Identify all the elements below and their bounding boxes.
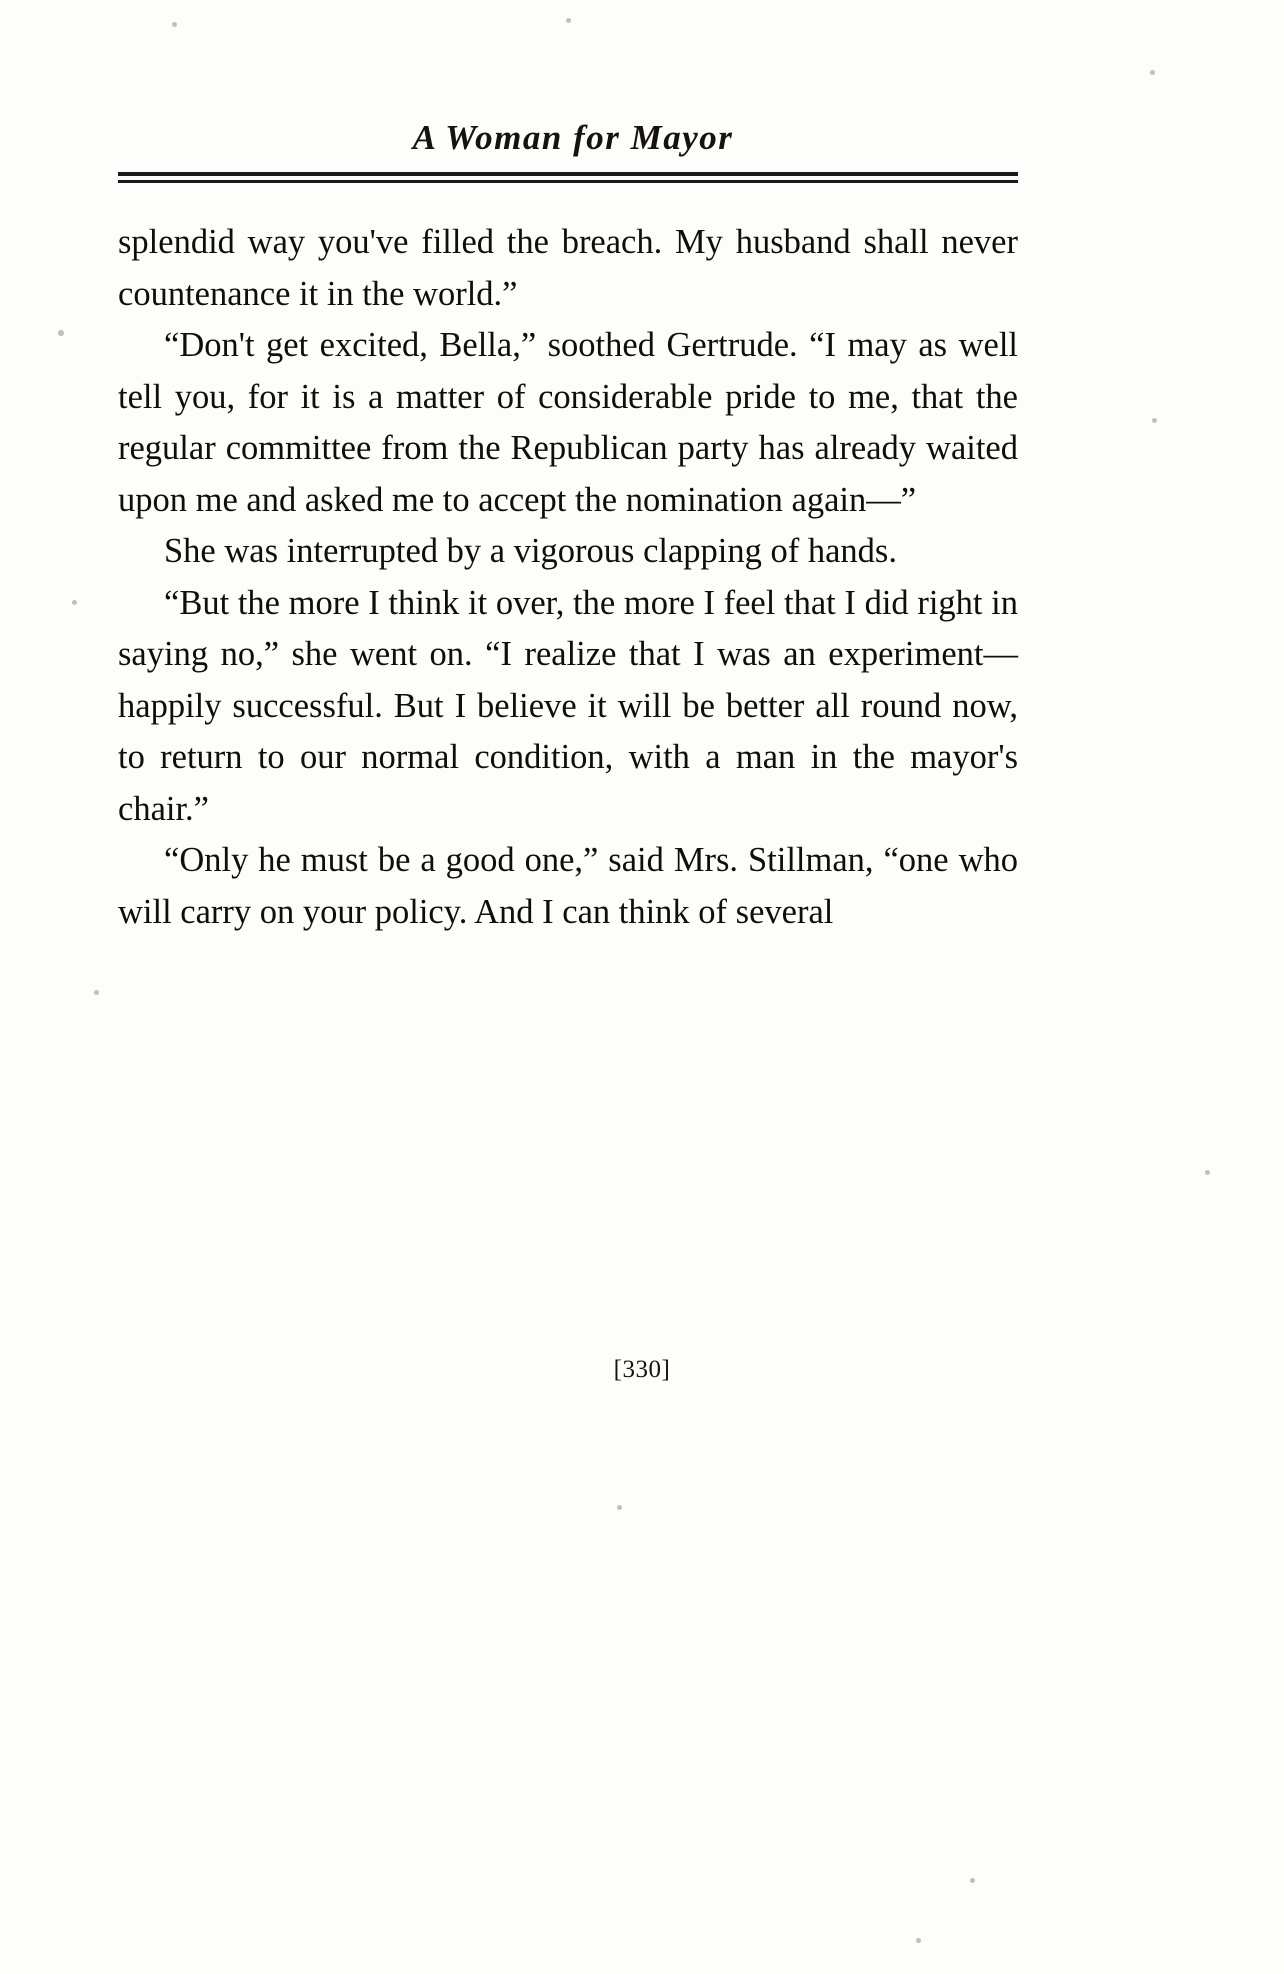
page-body [118, 217, 1018, 938]
scan-speck [916, 1938, 921, 1943]
scan-speck [1205, 1170, 1210, 1175]
paragraph: “But the more I think it over, the more I feel that I did right in saying no,” she went on. “I realize that I was an experiment—happily successful. But I believe it will be better all round now, to return to our normal condition, with a man in the mayor's chair.” [118, 583, 1018, 828]
paragraph: “Only he must be a good one,” said Mrs. Stillman, “one who will carry on your policy. And I can think of several [118, 841, 1018, 931]
scan-speck [172, 22, 177, 27]
scan-speck [94, 990, 99, 995]
scan-speck [58, 330, 64, 336]
page-number: [330] [613, 1356, 671, 1383]
paragraph: splendid way you've filled the breach. My husband shall never countenance it in the world.” [118, 223, 1018, 313]
scan-speck [1150, 70, 1155, 75]
paragraph: “Don't get excited, Bella,” soothed Gertrude. “I may as well tell you, for it is a matter of considerable pride to me, that the regular committee from the Republican party has already waited upon me and asked me to accept the nomination again—” [118, 326, 1018, 519]
scan-speck [1152, 418, 1157, 423]
scan-speck [566, 18, 571, 23]
scan-speck [72, 600, 77, 605]
scan-speck [970, 1878, 975, 1883]
divider-rule-thin [118, 180, 1018, 183]
page-title: A Woman for Mayor [412, 118, 734, 157]
paragraph: She was interrupted by a vigorous clapping of hands. [164, 532, 897, 570]
header-divider [118, 172, 1018, 183]
scan-speck [617, 1505, 622, 1510]
